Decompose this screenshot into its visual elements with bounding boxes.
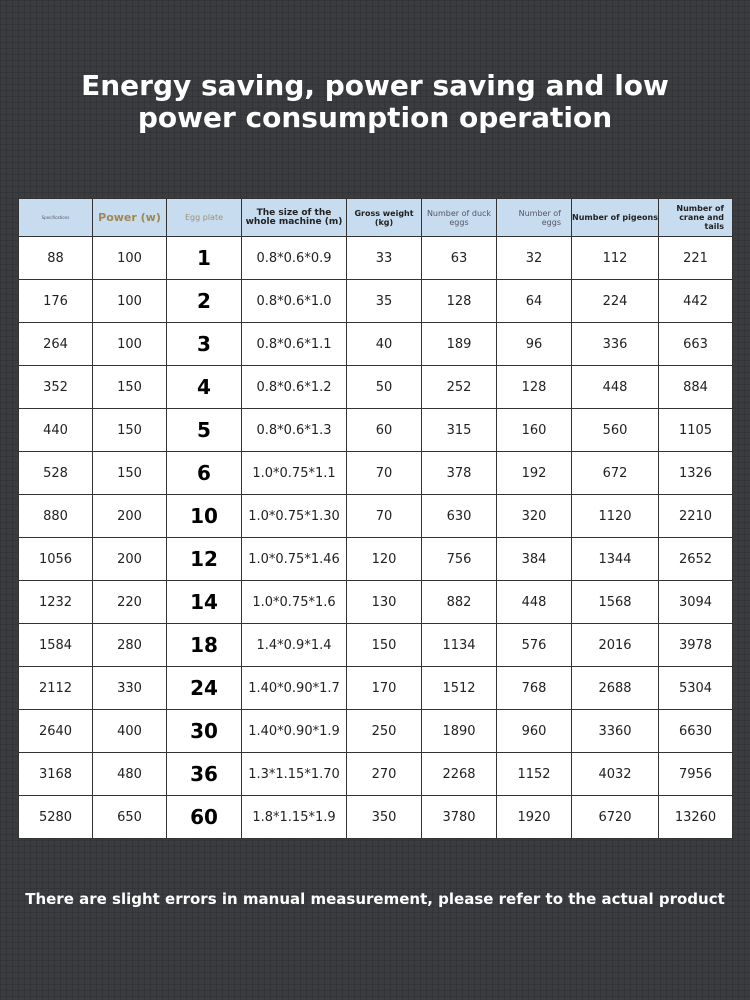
table-cell: 1.40*0.90*1.7 bbox=[242, 667, 347, 710]
table-cell: 1.0*0.75*1.1 bbox=[242, 452, 347, 495]
table-cell: 2112 bbox=[19, 667, 93, 710]
table-cell: 150 bbox=[347, 624, 422, 667]
table-cell: 630 bbox=[422, 495, 497, 538]
table-cell: 336 bbox=[572, 323, 659, 366]
table-cell: 1890 bbox=[422, 710, 497, 753]
table-cell: 1.0*0.75*1.6 bbox=[242, 581, 347, 624]
table-cell: 1568 bbox=[572, 581, 659, 624]
table-row bbox=[19, 796, 733, 839]
column-header: Number of duck eggs bbox=[422, 199, 497, 237]
column-header: Specifications bbox=[19, 199, 93, 237]
table-cell: 3168 bbox=[19, 753, 93, 796]
table-cell: 36 bbox=[167, 753, 242, 796]
table-cell: 1.0*0.75*1.46 bbox=[242, 538, 347, 581]
table-cell: 12 bbox=[167, 538, 242, 581]
table-cell: 2 bbox=[167, 280, 242, 323]
table-cell: 330 bbox=[93, 667, 167, 710]
table-cell: 350 bbox=[347, 796, 422, 839]
table-cell: 1584 bbox=[19, 624, 93, 667]
table-cell: 384 bbox=[497, 538, 572, 581]
table-cell: 2640 bbox=[19, 710, 93, 753]
table-cell: 663 bbox=[659, 323, 733, 366]
table-row bbox=[19, 581, 733, 624]
table-cell: 252 bbox=[422, 366, 497, 409]
table-cell: 4 bbox=[167, 366, 242, 409]
table-cell: 264 bbox=[19, 323, 93, 366]
table-cell: 100 bbox=[93, 323, 167, 366]
table-cell: 1344 bbox=[572, 538, 659, 581]
table-cell: 315 bbox=[422, 409, 497, 452]
table-cell: 14 bbox=[167, 581, 242, 624]
table-cell: 250 bbox=[347, 710, 422, 753]
table-cell: 1105 bbox=[659, 409, 733, 452]
column-header: Gross weight (kg) bbox=[347, 199, 422, 237]
title-line-1: Energy saving, power saving and low bbox=[81, 69, 669, 102]
table-cell: 64 bbox=[497, 280, 572, 323]
table-cell: 756 bbox=[422, 538, 497, 581]
table-row bbox=[19, 409, 733, 452]
table-cell: 221 bbox=[659, 237, 733, 280]
table-row bbox=[19, 452, 733, 495]
table-cell: 33 bbox=[347, 237, 422, 280]
column-header: Number of crane and tails bbox=[659, 199, 733, 237]
table-cell: 1232 bbox=[19, 581, 93, 624]
table-cell: 150 bbox=[93, 366, 167, 409]
table-cell: 7956 bbox=[659, 753, 733, 796]
table-cell: 1512 bbox=[422, 667, 497, 710]
table-cell: 0.8*0.6*1.0 bbox=[242, 280, 347, 323]
table-cell: 1056 bbox=[19, 538, 93, 581]
table-cell: 60 bbox=[347, 409, 422, 452]
table-cell: 528 bbox=[19, 452, 93, 495]
table-cell: 3094 bbox=[659, 581, 733, 624]
table-row bbox=[19, 237, 733, 280]
table-cell: 5 bbox=[167, 409, 242, 452]
table-cell: 448 bbox=[572, 366, 659, 409]
table-row bbox=[19, 710, 733, 753]
table-cell: 0.8*0.6*0.9 bbox=[242, 237, 347, 280]
table-cell: 448 bbox=[497, 581, 572, 624]
table-cell: 63 bbox=[422, 237, 497, 280]
column-header: Power (w) bbox=[93, 199, 167, 237]
table-cell: 6 bbox=[167, 452, 242, 495]
footnote: There are slight errors in manual measurement, please refer to the actual product bbox=[25, 890, 725, 908]
table-cell: 270 bbox=[347, 753, 422, 796]
table-cell: 1152 bbox=[497, 753, 572, 796]
table-cell: 35 bbox=[347, 280, 422, 323]
table-cell: 50 bbox=[347, 366, 422, 409]
table-cell: 576 bbox=[497, 624, 572, 667]
table-cell: 30 bbox=[167, 710, 242, 753]
table-cell: 1326 bbox=[659, 452, 733, 495]
table-cell: 200 bbox=[93, 495, 167, 538]
table-cell: 480 bbox=[93, 753, 167, 796]
table-cell: 2016 bbox=[572, 624, 659, 667]
table-cell: 5280 bbox=[19, 796, 93, 839]
table-cell: 40 bbox=[347, 323, 422, 366]
table-cell: 224 bbox=[572, 280, 659, 323]
table-cell: 32 bbox=[497, 237, 572, 280]
table-cell: 1 bbox=[167, 237, 242, 280]
table-cell: 70 bbox=[347, 452, 422, 495]
table-row bbox=[19, 624, 733, 667]
table-cell: 60 bbox=[167, 796, 242, 839]
table-cell: 320 bbox=[497, 495, 572, 538]
table-cell: 3 bbox=[167, 323, 242, 366]
table-cell: 560 bbox=[572, 409, 659, 452]
table-cell: 170 bbox=[347, 667, 422, 710]
table-cell: 0.8*0.6*1.1 bbox=[242, 323, 347, 366]
table-cell: 2210 bbox=[659, 495, 733, 538]
column-header: The size of the whole machine (m) bbox=[242, 199, 347, 237]
table-cell: 13260 bbox=[659, 796, 733, 839]
table-cell: 100 bbox=[93, 280, 167, 323]
table-cell: 160 bbox=[497, 409, 572, 452]
table-cell: 3360 bbox=[572, 710, 659, 753]
table-cell: 4032 bbox=[572, 753, 659, 796]
table-cell: 192 bbox=[497, 452, 572, 495]
table-cell: 24 bbox=[167, 667, 242, 710]
table-cell: 3780 bbox=[422, 796, 497, 839]
table-cell: 1.40*0.90*1.9 bbox=[242, 710, 347, 753]
column-header: Number of pigeons bbox=[572, 199, 659, 237]
table-cell: 70 bbox=[347, 495, 422, 538]
table-cell: 130 bbox=[347, 581, 422, 624]
table-cell: 1.4*0.9*1.4 bbox=[242, 624, 347, 667]
title-line-2: power consumption operation bbox=[137, 101, 613, 134]
table-cell: 128 bbox=[497, 366, 572, 409]
table-cell: 2268 bbox=[422, 753, 497, 796]
table-cell: 18 bbox=[167, 624, 242, 667]
table-cell: 220 bbox=[93, 581, 167, 624]
table-cell: 112 bbox=[572, 237, 659, 280]
table-cell: 100 bbox=[93, 237, 167, 280]
table-cell: 884 bbox=[659, 366, 733, 409]
table-row bbox=[19, 366, 733, 409]
table-cell: 1120 bbox=[572, 495, 659, 538]
table-cell: 1.3*1.15*1.70 bbox=[242, 753, 347, 796]
table-cell: 96 bbox=[497, 323, 572, 366]
table-row bbox=[19, 538, 733, 581]
header-row bbox=[19, 199, 733, 237]
table-cell: 960 bbox=[497, 710, 572, 753]
table-cell: 1920 bbox=[497, 796, 572, 839]
table-cell: 1.0*0.75*1.30 bbox=[242, 495, 347, 538]
table-cell: 120 bbox=[347, 538, 422, 581]
table-cell: 378 bbox=[422, 452, 497, 495]
table-cell: 200 bbox=[93, 538, 167, 581]
table-cell: 882 bbox=[422, 581, 497, 624]
table-row bbox=[19, 753, 733, 796]
table-cell: 88 bbox=[19, 237, 93, 280]
column-header: Number of eggs bbox=[497, 199, 572, 237]
table-cell: 6720 bbox=[572, 796, 659, 839]
table-cell: 189 bbox=[422, 323, 497, 366]
table-cell: 2688 bbox=[572, 667, 659, 710]
table-cell: 176 bbox=[19, 280, 93, 323]
table-cell: 6630 bbox=[659, 710, 733, 753]
table-cell: 0.8*0.6*1.3 bbox=[242, 409, 347, 452]
table-cell: 128 bbox=[422, 280, 497, 323]
table-row bbox=[19, 495, 733, 538]
table-cell: 5304 bbox=[659, 667, 733, 710]
table-cell: 2652 bbox=[659, 538, 733, 581]
table-cell: 150 bbox=[93, 452, 167, 495]
page-title bbox=[0, 70, 750, 134]
table-cell: 768 bbox=[497, 667, 572, 710]
table-cell: 650 bbox=[93, 796, 167, 839]
column-header: Egg plate bbox=[167, 199, 242, 237]
table-cell: 150 bbox=[93, 409, 167, 452]
table-cell: 0.8*0.6*1.2 bbox=[242, 366, 347, 409]
table-cell: 1134 bbox=[422, 624, 497, 667]
table-row bbox=[19, 280, 733, 323]
table-cell: 280 bbox=[93, 624, 167, 667]
spec-table bbox=[18, 198, 733, 839]
table-cell: 1.8*1.15*1.9 bbox=[242, 796, 347, 839]
table-cell: 880 bbox=[19, 495, 93, 538]
table-cell: 442 bbox=[659, 280, 733, 323]
table-row bbox=[19, 323, 733, 366]
table-cell: 3978 bbox=[659, 624, 733, 667]
table-cell: 400 bbox=[93, 710, 167, 753]
table-cell: 352 bbox=[19, 366, 93, 409]
table-cell: 10 bbox=[167, 495, 242, 538]
table-cell: 672 bbox=[572, 452, 659, 495]
table-cell: 440 bbox=[19, 409, 93, 452]
table-row bbox=[19, 667, 733, 710]
